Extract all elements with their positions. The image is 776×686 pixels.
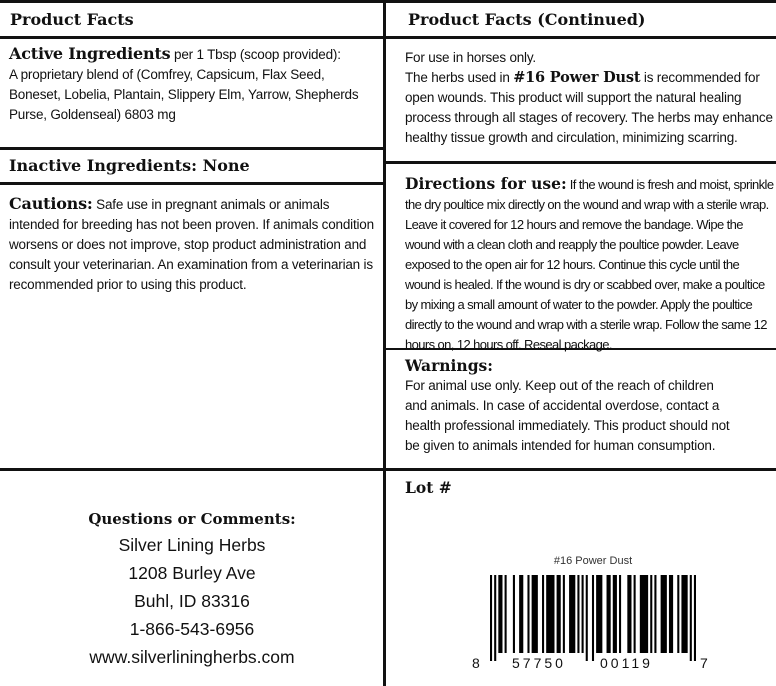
product-name: #16 Power Dust bbox=[513, 69, 641, 86]
product-facts-continued-header: Product Facts (Continued) bbox=[408, 10, 646, 29]
barcode-bar bbox=[563, 575, 565, 653]
barcode-bar bbox=[592, 575, 594, 661]
top-border bbox=[0, 0, 776, 3]
barcode-bar bbox=[498, 575, 502, 653]
contact-street: 1208 Burley Ave bbox=[128, 563, 256, 583]
lot-number-label: Lot # bbox=[405, 478, 452, 497]
warnings-section bbox=[405, 356, 770, 456]
barcode-bar bbox=[527, 575, 529, 653]
contact-phone: 1-866-543-6956 bbox=[129, 619, 255, 639]
barcode-bar bbox=[557, 575, 561, 653]
directions-text: If the wound is fresh and moist, sprinkle the dry poultice mix directly on the wound and wrap with a sterile wrap. Leave it covered for 12 hours and remove the bandage. Wipe the wound with a clean cloth and reapply the poultice powder. Leave exposed to the open air for 12 hours. Continue this cycle until the wound is healed. If the wound is dry or scabbed over, make a poultice by mixing a small amount of water to the powder. Apply the poultice directly to the wound and wrap with a sterile wrap. Follow the same 12 hours on, 12 hours off. Reseal package. bbox=[405, 177, 774, 352]
barcode-bar bbox=[519, 575, 523, 653]
barcode-bar bbox=[490, 575, 492, 661]
product-facts-header: Product Facts bbox=[10, 10, 134, 29]
cautions-section bbox=[9, 194, 374, 295]
barcode-bar bbox=[532, 575, 538, 653]
header-divider bbox=[0, 36, 776, 39]
barcode-bar bbox=[494, 575, 496, 661]
barcode-digit-right: 7 bbox=[700, 655, 711, 671]
barcode-bar bbox=[542, 575, 544, 653]
contact-company: Silver Lining Herbs bbox=[118, 535, 266, 555]
barcode-bar bbox=[669, 575, 673, 653]
inactive-ingredients: Inactive Ingredients: None bbox=[9, 156, 250, 175]
barcode-bar bbox=[661, 575, 667, 653]
barcode-bar bbox=[650, 575, 652, 653]
barcode-bar bbox=[546, 575, 554, 653]
usage-section bbox=[405, 48, 775, 148]
usage-pre: The herbs used in bbox=[405, 70, 514, 85]
barcode-caption: #16 Power Dust bbox=[553, 555, 633, 567]
barcode-bar bbox=[694, 575, 696, 661]
active-ingredients-section bbox=[9, 44, 379, 125]
barcode-bar bbox=[505, 575, 507, 653]
contact-website: www.silverliningherbs.com bbox=[89, 647, 295, 667]
barcode-bar bbox=[627, 575, 631, 653]
use-divider bbox=[386, 161, 776, 164]
cautions-text: Safe use in pregnant animals or animals intended for breeding has not been proven. If animals condition worsens or does not improve, stop product administration and consult your veterinarian. An examination from a veterinarian is recommended prior to using this product. bbox=[9, 197, 374, 292]
warnings-label: Warnings: bbox=[405, 356, 493, 375]
contact-city: Buhl, ID 83316 bbox=[134, 591, 250, 611]
barcode-group-1: 57750 bbox=[512, 655, 566, 671]
barcode-bar bbox=[569, 575, 575, 653]
barcode-bar bbox=[582, 575, 584, 653]
active-ingredients-suffix: per 1 Tbsp (scoop provided): bbox=[170, 47, 341, 62]
active-ingredients-label: Active Ingredients bbox=[9, 44, 171, 63]
barcode-digit-left: 8 bbox=[472, 655, 483, 671]
barcode-bar bbox=[640, 575, 648, 653]
cautions-label: Cautions: bbox=[9, 194, 93, 213]
usage-post: is recommended for open wounds. This product will support the natural healing process through all stages of recovery. The herbs may enhance healthy tissue growth and circulation, minimizing scarring. bbox=[405, 70, 773, 145]
barcode-bar bbox=[677, 575, 679, 653]
bottom-section-divider bbox=[0, 468, 776, 471]
inactive-divider bbox=[0, 182, 384, 185]
barcode-bar bbox=[654, 575, 656, 653]
barcode-bar bbox=[681, 575, 687, 653]
warnings-text: For animal use only. Keep out of the reach of children and animals. In case of accidental overdose, contact a health professional immediately. This product should not be given to animals intended for human consumption. bbox=[405, 378, 730, 453]
barcode-image bbox=[490, 575, 770, 655]
barcode-bar bbox=[619, 575, 621, 653]
usage-line1: For use in horses only. bbox=[405, 50, 536, 65]
directions-label: Directions for use: bbox=[405, 174, 567, 193]
barcode-group-2: 00119 bbox=[600, 655, 653, 671]
barcode-bar bbox=[586, 575, 588, 661]
barcode-bar bbox=[634, 575, 636, 653]
barcode-bar bbox=[613, 575, 617, 653]
barcode-bar bbox=[690, 575, 692, 661]
barcode-bar bbox=[596, 575, 602, 653]
active-divider bbox=[0, 147, 384, 150]
active-ingredients-text: A proprietary blend of (Comfrey, Capsicum, Flax Seed, Boneset, Lobelia, Plantain, Slippery Elm, Yarrow, Shepherds Purse, Goldenseal) 6803 mg bbox=[9, 67, 359, 122]
contact-title: Questions or Comments: bbox=[88, 510, 296, 528]
barcode-bar bbox=[607, 575, 611, 653]
barcode-bar bbox=[577, 575, 579, 653]
directions-section bbox=[405, 174, 776, 352]
barcode-bar bbox=[513, 575, 515, 653]
